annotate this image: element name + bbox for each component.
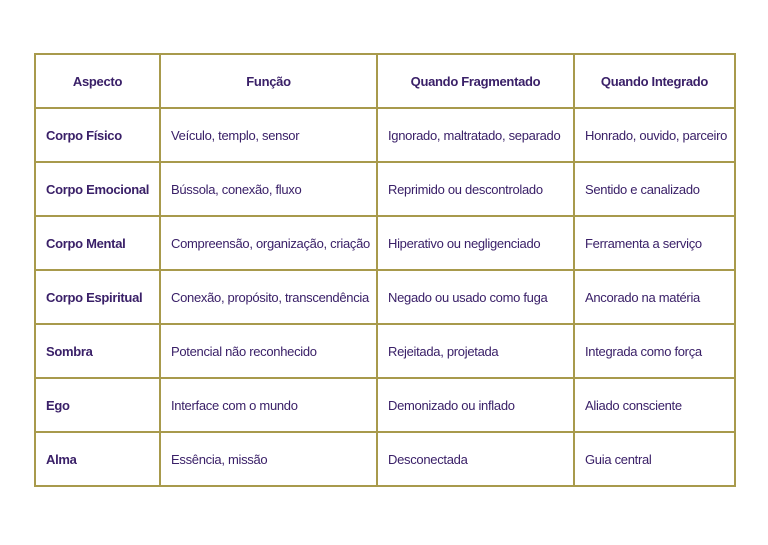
row-fragmented: Negado ou usado como fuga — [377, 270, 574, 324]
row-function: Potencial não reconhecido — [160, 324, 377, 378]
row-integrated: Guia central — [574, 432, 735, 486]
header-function: Função — [160, 54, 377, 108]
row-function: Essência, missão — [160, 432, 377, 486]
table-row — [35, 324, 735, 378]
row-aspect: Ego — [35, 378, 160, 432]
row-aspect: Alma — [35, 432, 160, 486]
header-integrated: Quando Integrado — [574, 54, 735, 108]
row-integrated: Ferramenta a serviço — [574, 216, 735, 270]
table-row — [35, 378, 735, 432]
row-aspect: Sombra — [35, 324, 160, 378]
row-aspect: Corpo Emocional — [35, 162, 160, 216]
row-aspect: Corpo Físico — [35, 108, 160, 162]
row-fragmented: Demonizado ou inflado — [377, 378, 574, 432]
row-fragmented: Desconectada — [377, 432, 574, 486]
table-row — [35, 432, 735, 486]
row-function: Conexão, propósito, transcendência — [160, 270, 377, 324]
row-fragmented: Reprimido ou descontrolado — [377, 162, 574, 216]
row-aspect: Corpo Mental — [35, 216, 160, 270]
table-header-row — [35, 54, 735, 108]
row-fragmented: Ignorado, maltratado, separado — [377, 108, 574, 162]
aspect-table — [34, 53, 736, 487]
table-row — [35, 270, 735, 324]
header-aspect: Aspecto — [35, 54, 160, 108]
row-integrated: Honrado, ouvido, parceiro — [574, 108, 735, 162]
row-integrated: Sentido e canalizado — [574, 162, 735, 216]
row-aspect: Corpo Espiritual — [35, 270, 160, 324]
row-function: Veículo, templo, sensor — [160, 108, 377, 162]
row-function: Interface com o mundo — [160, 378, 377, 432]
header-fragmented: Quando Fragmentado — [377, 54, 574, 108]
row-integrated: Integrada como força — [574, 324, 735, 378]
table-row — [35, 216, 735, 270]
row-fragmented: Hiperativo ou negligenciado — [377, 216, 574, 270]
row-fragmented: Rejeitada, projetada — [377, 324, 574, 378]
row-function: Bússola, conexão, fluxo — [160, 162, 377, 216]
table-row — [35, 162, 735, 216]
table-row — [35, 108, 735, 162]
row-integrated: Aliado consciente — [574, 378, 735, 432]
row-function: Compreensão, organização, criação — [160, 216, 377, 270]
row-integrated: Ancorado na matéria — [574, 270, 735, 324]
